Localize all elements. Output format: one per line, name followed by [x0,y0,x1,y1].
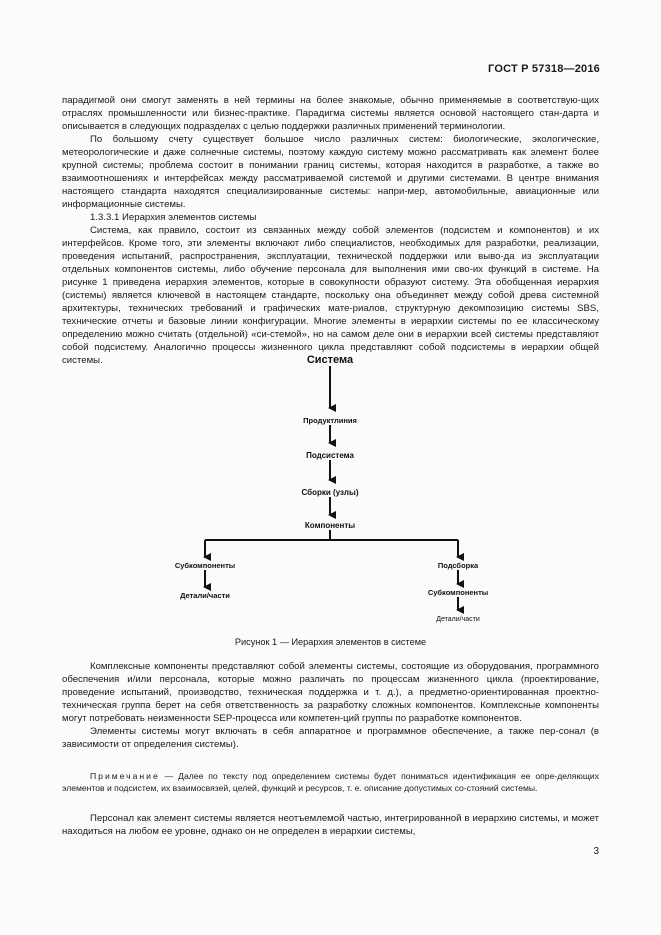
page-header: ГОСТ Р 57318—2016 [488,63,600,75]
page-number: 3 [593,846,599,857]
note-label: Примечание [90,771,160,781]
node-subcomponents-left: Субкомпоненты [174,561,236,570]
node-assemblies: Сборки (узлы) [301,488,359,497]
paragraph: Персонал как элемент системы является неотъемлемой частью, интегрированной в иерархию системы, и может находиться на любом ее уровне, однако он не определен в иерархии системы, [62,813,599,837]
node-product-line: Продуктлиния [303,416,357,425]
note [62,770,599,794]
paragraph: Система, как правило, состоит из связанных между собой элементов (подсистем и компонентов) и их интерфейсов. Кроме того, эти элементы включают либо специалистов, необходимых для разработки, реализации, проведения испытаний, распространения, эксплуатации, технической поддержки или выво-да из эксплуатации отдельных компонентов системы, либо обучение персонала для выполнения ими сво-их функций в системе. На рисунке 1 приведена иерархия элементов, которые в совокупности образуют систему. Эта обобщенная иерархия (системы) является ключевой в настоящем стандарте, поскольку она объединяет между собой древа системной архитектуры, технических требований и графических мате-риалов, структурную декомпозицию системы SBS, технические отчеты и базовые линии конфигурации. Многие элементы в иерархии системы по ее классическому определению можно считать (отдельной) «си-стемой», но на самом деле они в иерархии всей системы представляют собой подсистему. Аналогично процессы жизненного цикла представляют собой подсистемы в иерархии общей системы. [62,225,599,366]
note-text: — Далее по тексту под определением системы будет пониматься идентификация ее опре-деляющих элементов и подсистем, их взаимосвязей, целей, функций и ресурсов, т. е. описание допустимых со-стояний системы. [62,771,599,793]
node-system: Система [306,354,354,366]
node-subassembly: Подсборка [437,561,479,570]
body-text-last [62,812,599,838]
section-heading: 1.3.3.1 Иерархия элементов системы [90,212,257,223]
node-subcomponents-right: Субкомпоненты [427,588,489,597]
node-parts-right: Детали/части [436,616,480,623]
body-text-bottom [62,660,599,751]
paragraph: Комплексные компоненты представляют собой элементы системы, состоящие из оборудования, программного обеспечения и/или персонала, которые можно различать по процессам жизненного цикла (проектирование, проведение испытаний, производство, техническая поддержка и т. д.), а предметно-ориентированная проектно-техническая группа берет на себя ответственность за разработку сложных компонентов. Комплексные компоненты могут потребовать неизменности SEP-процесса или компетен-ций группы по разработке компонентов. [62,661,599,724]
figure-caption: Рисунок 1 — Иерархия элементов в системе [234,637,427,647]
node-subsystem: Подсистема [306,451,354,460]
node-components: Компоненты [304,521,356,530]
paragraph: По большому счету существует большое число различных систем: биологические, экологические, метеорологические и даже солнечные системы, поэтому каждую систему можно рассматривать как элемент более крупной системы; проблема состоит в понимании границ системы, которая находится в разработке, а также во взаимоотношениях и интерфейсах между рассматриваемой системой и другими системами. В центре внимания настоящего стандарта находятся специализированные системы: напри-мер, автомобильные, авиационные или информационные системы. [62,134,599,210]
paragraph: Элементы системы могут включать в себя аппаратное и программное обеспечение, а также пер-сонал (в зависимости от определения системы). [62,726,599,750]
node-parts-left: Детали/части [180,591,230,600]
paragraph: парадигмой они смогут заменять в ней термины на более знакомые, обычно применяемые в соответствую-щих отраслях промышленности или бизнес-практике. Парадигма системы является основой настоящего стан-дарта и описывается в следующих подразделах с целью поддержки различных применений терминологии. [62,95,599,132]
